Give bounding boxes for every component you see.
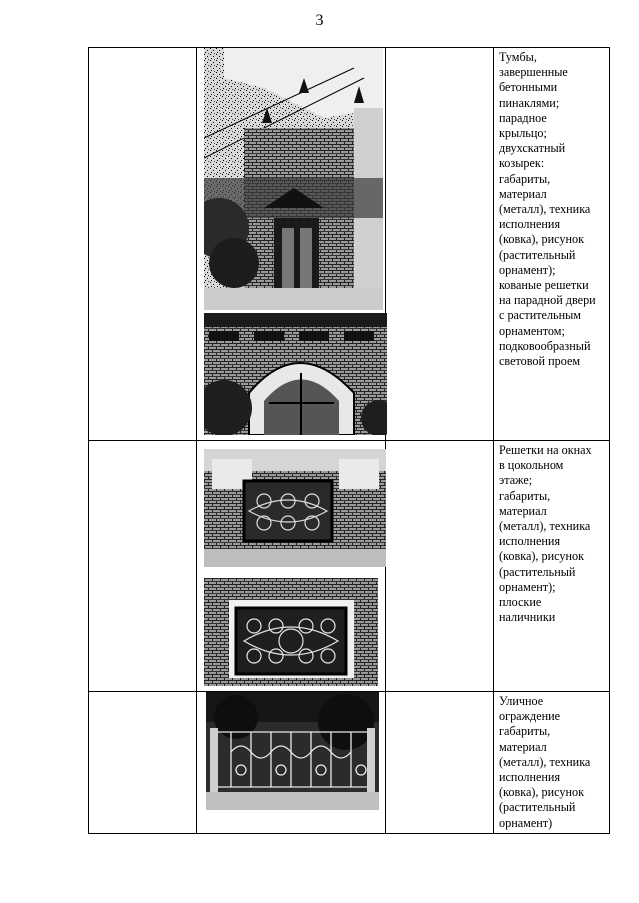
table-cell-description bbox=[494, 48, 610, 441]
element-description: Решетки на окнах в цокольном этаже; габариты, материал (металл), техника исполнения (ковка), рисунок (растительный орнамент); плоские наличники bbox=[499, 443, 592, 625]
table-cell-empty bbox=[386, 48, 494, 441]
table-cell-empty bbox=[89, 692, 197, 834]
monument-elements-table bbox=[88, 47, 610, 834]
page-number: 3 bbox=[315, 12, 324, 29]
street-fence-photo bbox=[206, 692, 379, 810]
horseshoe-arch-light-opening-photo bbox=[204, 313, 387, 435]
table-cell-empty bbox=[386, 692, 494, 834]
element-description: Уличное ограждение габариты, материал (металл), техника исполнения (ковка), рисунок (растительный орнамент) bbox=[499, 694, 591, 830]
table-cell-empty bbox=[89, 441, 197, 692]
basement-window-grille-photo-1 bbox=[204, 449, 386, 567]
table-row bbox=[89, 441, 610, 692]
table-cell-photos bbox=[197, 692, 386, 834]
table-row bbox=[89, 48, 610, 441]
table-cell-description bbox=[494, 692, 610, 834]
table-cell-photos bbox=[197, 441, 386, 692]
basement-window-grille-photo-2 bbox=[204, 578, 378, 686]
element-description: Тумбы, завершенные бетонными пинаклями; парадное крыльцо; двухскатный козырек: габариты, материал (металл), техника исполнения (ковка), рисунок (растительный орнамент); кованые решетки на парадной двери с растительным орнаментом; подковообразный световой проем bbox=[499, 50, 596, 369]
table-cell-empty bbox=[386, 441, 494, 692]
table-row bbox=[89, 692, 610, 834]
building-facade-with-pinnacles-photo bbox=[204, 48, 383, 310]
table-cell-description bbox=[494, 441, 610, 692]
table-cell-empty bbox=[89, 48, 197, 441]
table-cell-photos bbox=[197, 48, 386, 441]
